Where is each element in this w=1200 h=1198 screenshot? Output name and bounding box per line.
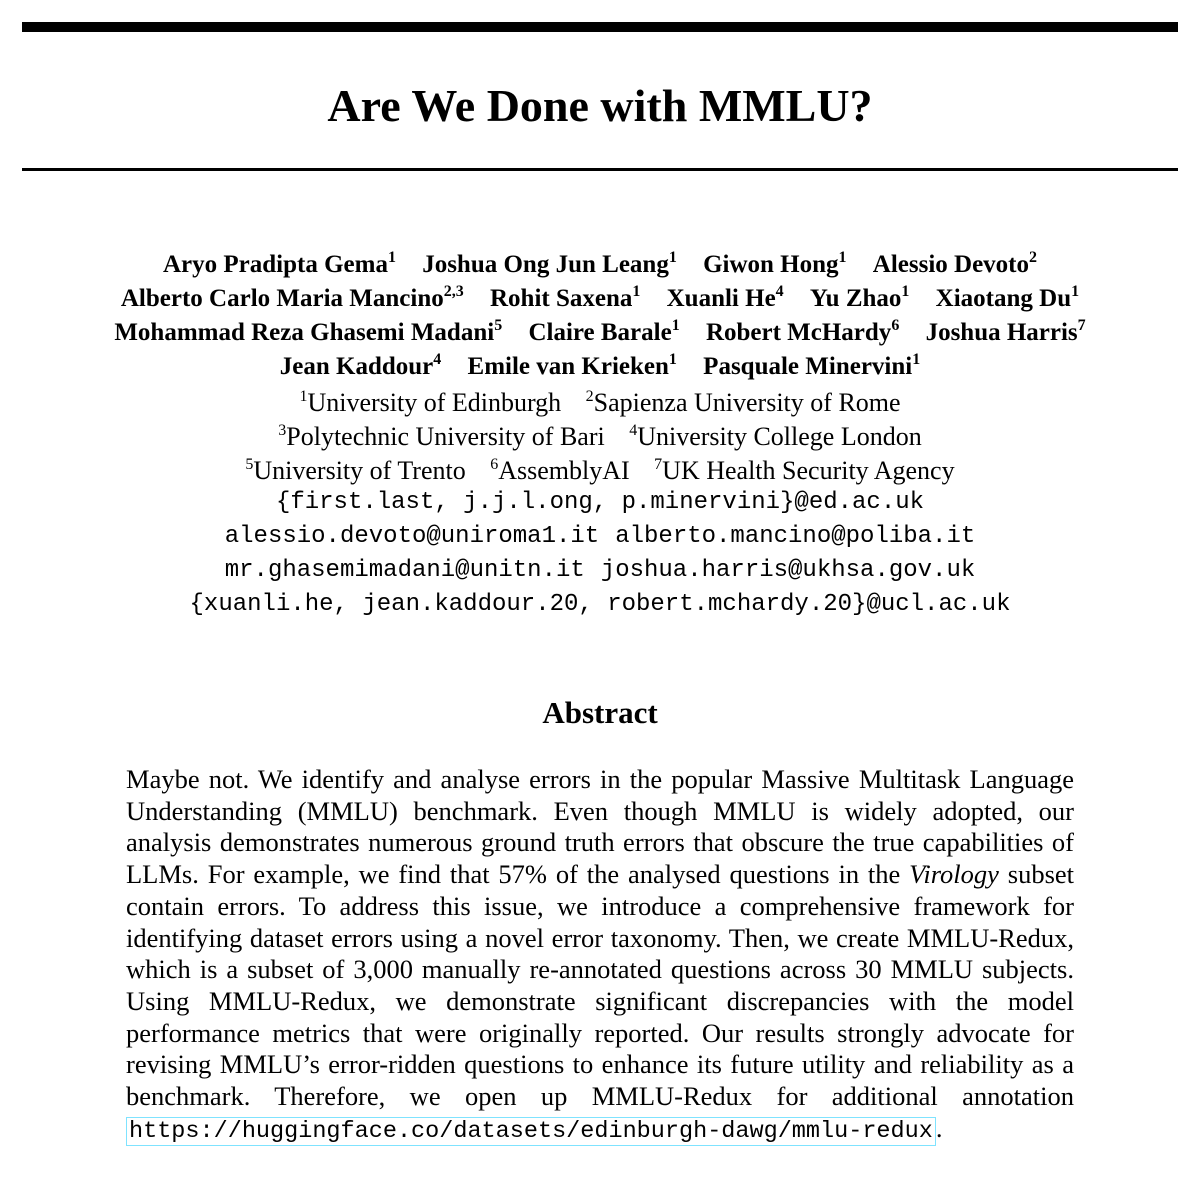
author: Alberto Carlo Maria Mancino$^{2,3}$ — [120, 283, 464, 312]
abstract-heading: Abstract — [542, 695, 658, 730]
author: Claire Barale$^1$ — [528, 317, 680, 346]
email-line — [0, 588, 1200, 622]
email: alessio.devoto@uniroma1.it — [224, 523, 600, 550]
abstract-body — [126, 764, 1074, 1147]
author: Alessio Devoto$^2$ — [872, 249, 1038, 278]
author: Giwon Hong$^1$ — [703, 249, 847, 278]
affiliation: $^4$University College London — [629, 422, 922, 451]
author-line — [0, 248, 1200, 282]
author: Aryo Pradipta Gema$^1$ — [162, 249, 396, 278]
author: Yu Zhao$^1$ — [809, 283, 910, 312]
author: Emile van Krieken$^1$ — [467, 351, 677, 380]
email: {xuanli.he, jean.kaddour.20, robert.mchardy.20}@ucl.ac.uk — [189, 591, 1011, 618]
author: Xuanli He$^4$ — [666, 283, 784, 312]
author-line — [0, 282, 1200, 316]
email: {first.last, j.j.l.ong, p.minervini}@ed.ac.uk — [275, 489, 925, 516]
paper-title: Are We Done with MMLU? — [327, 80, 873, 131]
author: Jean Kaddour$^4$ — [279, 351, 442, 380]
dataset-link[interactable]: https://huggingface.co/datasets/edinburgh-dawg/mmlu-redux — [126, 1117, 936, 1146]
email: joshua.harris@ukhsa.gov.uk — [600, 557, 976, 584]
affiliation: $^1$University of Edinburgh — [299, 388, 562, 417]
affiliation-line — [0, 420, 1200, 454]
affiliation: $^6$AssemblyAI — [490, 456, 630, 485]
email: mr.ghasemimadani@unitn.it — [224, 557, 585, 584]
author: Robert McHardy$^6$ — [705, 317, 900, 346]
author: Xiaotang Du$^1$ — [935, 283, 1080, 312]
affiliation-block — [0, 386, 1200, 488]
abstract-paragraph: Maybe not. We identify and analyse errors in the popular Massive Multitask Language Understanding (MMLU) benchmark. Even though MMLU is widely adopted, our analysis demonstrates numerous ground truth errors that obscure the true capabilities of LLMs. For example, we find that 57% of the analysed questions in the Virology subset contain errors. To address this issue, we introduce a comprehensive framework for identifying dataset errors using a novel error taxonomy. Then, we create MMLU-Redux, which is a subset of 3,000 manually re-annotated questions across 30 MMLU subjects. Using MMLU-Redux, we demonstrate significant discrepancies with the model performance metrics that were originally reported. Our results strongly advocate for revising MMLU’s error-ridden questions to enhance its future utility and reliability as a benchmark. Therefore, we open up MMLU-Redux for additional annotation https://huggingface.co/datasets/edinburgh-dawg/mmlu-redux . — [126, 764, 1075, 1145]
author-block — [0, 248, 1200, 384]
author: Rohit Saxena$^1$ — [489, 283, 641, 312]
top-rule — [22, 22, 1178, 32]
author: Mohammad Reza Ghasemi Madani$^5$ — [114, 317, 503, 346]
author: Joshua Ong Jun Leang$^1$ — [422, 249, 677, 278]
email-line — [0, 520, 1200, 554]
affiliation: $^2$Sapienza University of Rome — [585, 388, 901, 417]
author-line — [0, 350, 1200, 384]
email-block — [0, 486, 1200, 622]
abstract-italic: Virology — [909, 859, 999, 890]
email-line — [0, 554, 1200, 588]
author: Pasquale Minervini$^1$ — [703, 351, 921, 380]
affiliation-line — [0, 454, 1200, 488]
affiliation-line — [0, 386, 1200, 420]
affiliation: $^5$University of Trento — [245, 456, 466, 485]
email-line — [0, 486, 1200, 520]
title-rule — [22, 168, 1178, 171]
author-line — [0, 316, 1200, 350]
email: alberto.mancino@poliba.it — [615, 523, 976, 550]
affiliation: $^7$UK Health Security Agency — [654, 456, 955, 485]
author: Joshua Harris$^7$ — [925, 317, 1086, 346]
affiliation: $^3$Polytechnic University of Bari — [278, 422, 605, 451]
